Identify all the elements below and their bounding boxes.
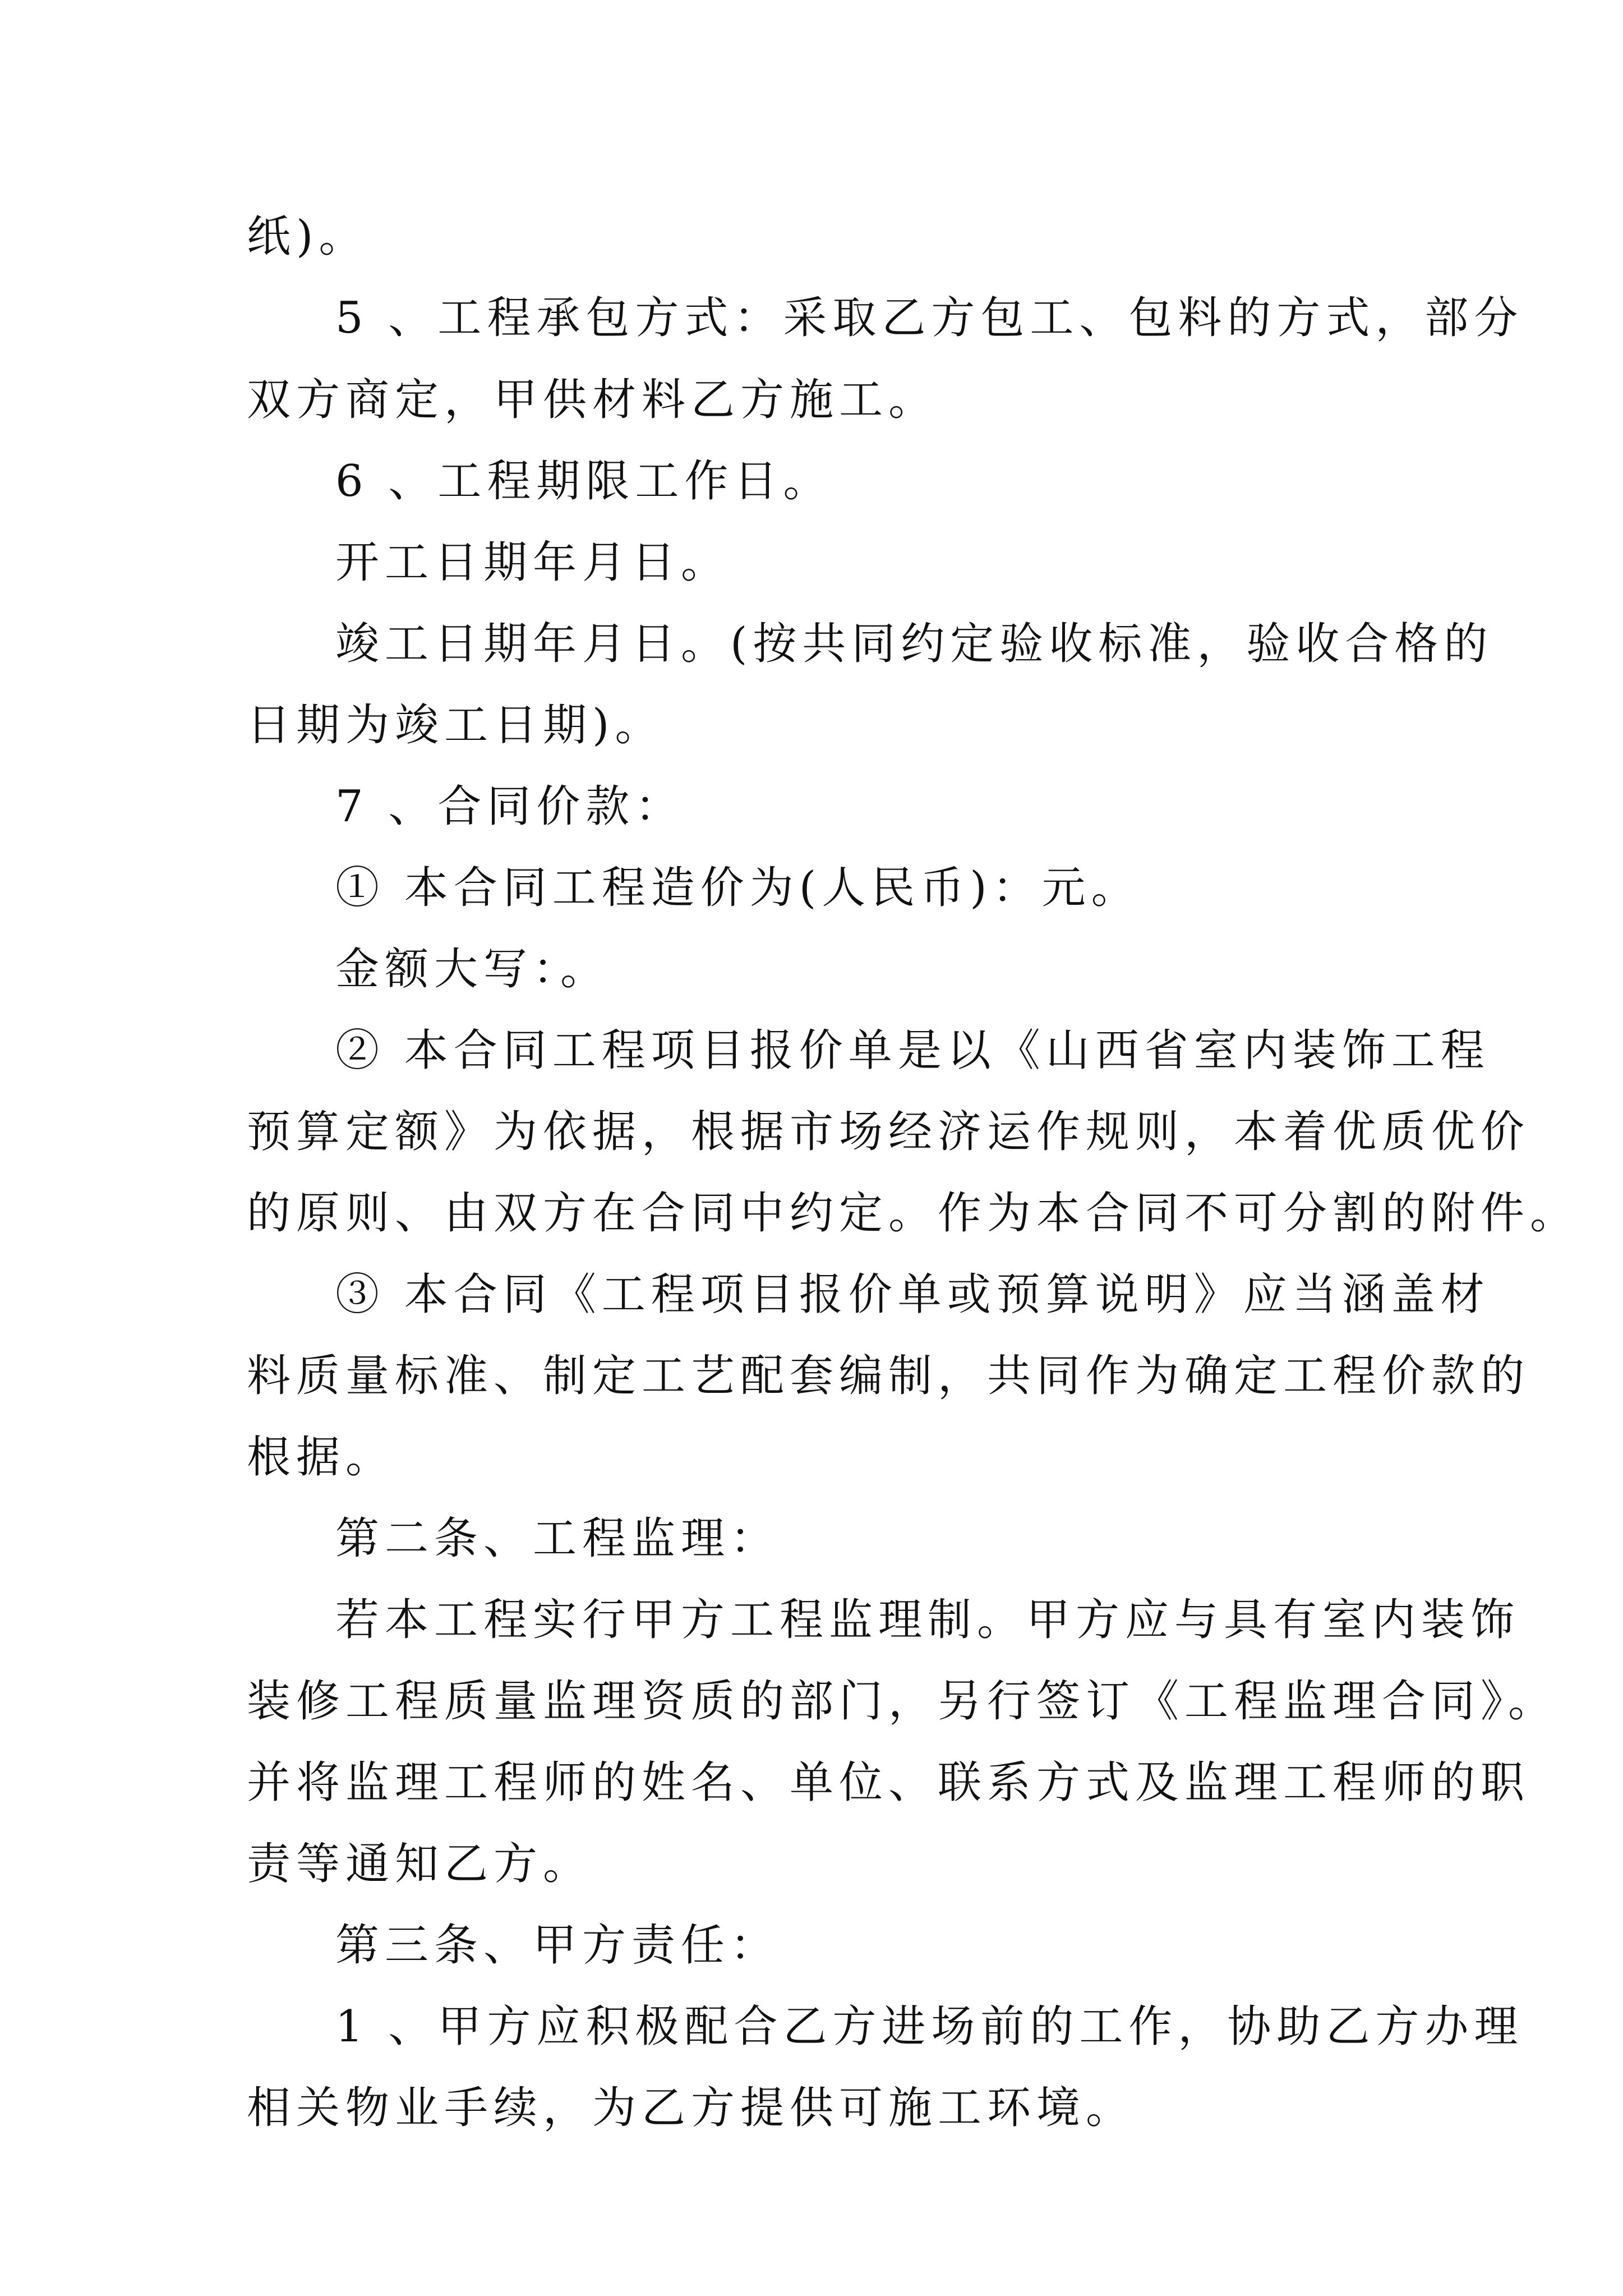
text-line-23: 1 、甲方应积极配合乙方进场前的工作，协助乙方办理 — [335, 2001, 1524, 2052]
text-line-12: 预算定额》为依据，根据市场经济运作规则，本着优质优价 — [247, 1107, 1530, 1157]
text-line-17: 第二条、工程监理： — [335, 1513, 780, 1564]
text-line-3: 双方商定，甲供材料乙方施工。 — [247, 375, 938, 425]
text-line-6: 竣工日期年月日。(按共同约定验收标准，验收合格的 — [335, 619, 1493, 669]
text-line-7: 日期为竣工日期)。 — [247, 700, 665, 751]
text-line-2: 5 、工程承包方式：采取乙方包工、包料的方式，部分 — [335, 293, 1524, 343]
text-line-22: 第三条、甲方责任： — [335, 1920, 780, 1971]
text-line-21: 责等通知乙方。 — [247, 1839, 593, 1889]
text-line-11: ② 本合同工程项目报价单是以《山西省室内装饰工程 — [335, 1025, 1490, 1076]
text-line-8: 7 、合同价款： — [335, 781, 685, 832]
text-line-4: 6 、工程期限工作日。 — [335, 456, 833, 507]
text-line-15: 料质量标准、制定工艺配套编制，共同作为确定工程价款的 — [247, 1351, 1530, 1401]
text-line-9: ① 本合同工程造价为(人民币)：元。 — [335, 863, 1141, 913]
text-line-14: ③ 本合同《工程项目报价单或预算说明》应当涵盖材 — [335, 1269, 1490, 1320]
text-line-24: 相关物业手续，为乙方提供可施工环境。 — [247, 2083, 1136, 2133]
text-line-18: 若本工程实行甲方工程监理制。甲方应与具有室内装饰 — [335, 1595, 1520, 1645]
text-line-13: 的原则、由双方在合同中约定。作为本合同不可分割的附件。 — [247, 1188, 1580, 1239]
text-line-5: 开工日期年月日。 — [335, 537, 731, 588]
text-line-20: 并将监理工程师的姓名、单位、联系方式及监理工程师的职 — [247, 1757, 1530, 1808]
text-line-19: 装修工程质量监理资质的部门，另行签订《工程监理合同》。 — [247, 1676, 1558, 1727]
text-line-10: 金额大写：。 — [335, 944, 610, 995]
text-line-1: 纸)。 — [247, 211, 368, 262]
text-line-16: 根据。 — [247, 1432, 395, 1483]
